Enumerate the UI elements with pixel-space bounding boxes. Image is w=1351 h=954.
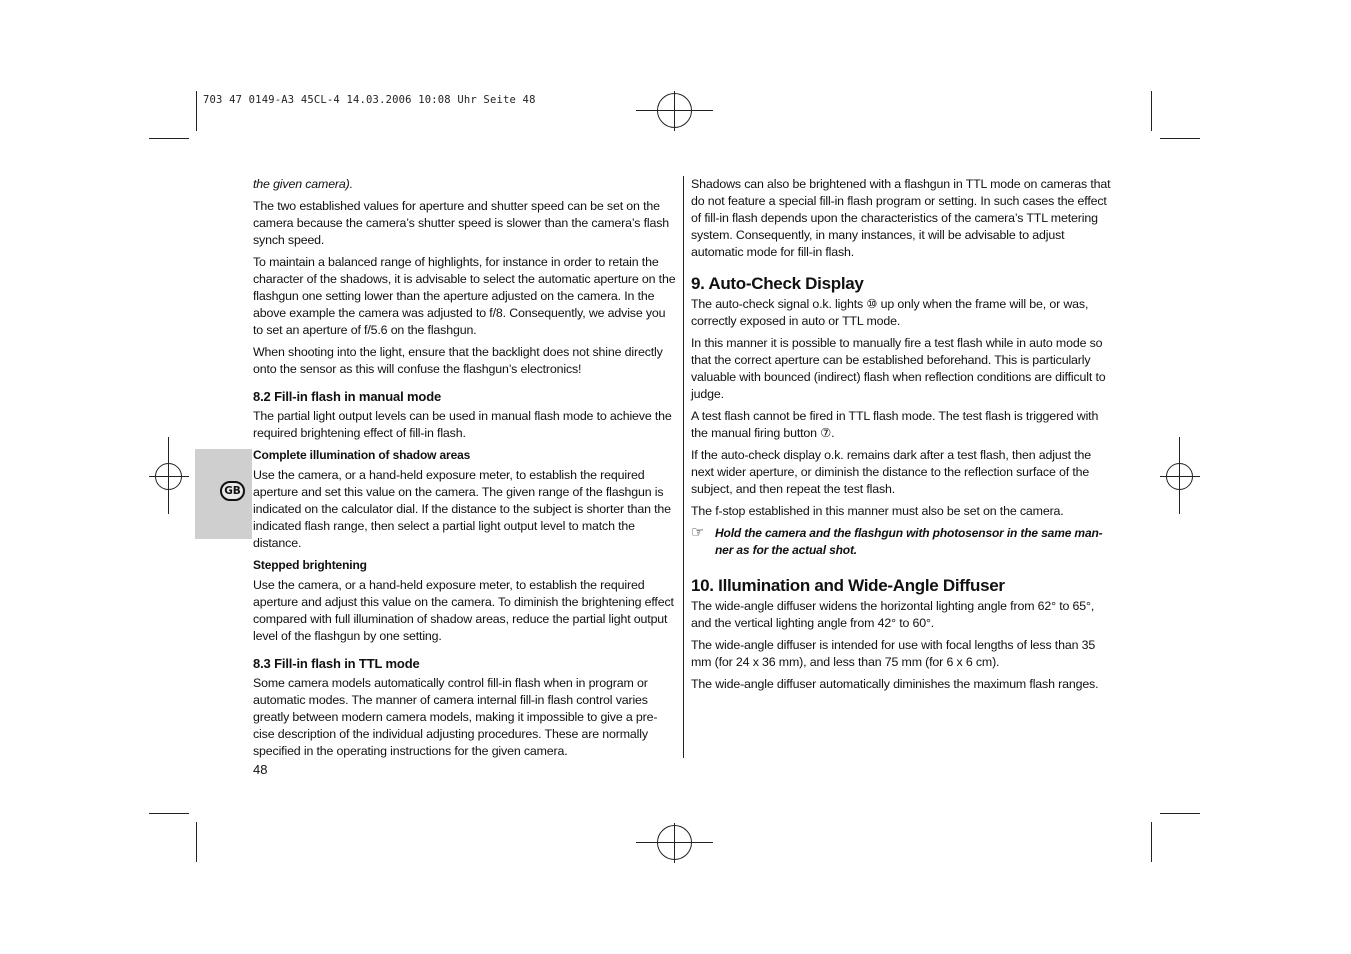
paragraph: The wide-angle diffuser automatically diminishes the maximum flash ranges. [691, 677, 1099, 691]
section-heading-8-2: 8.2 Fill-in flash in manual mode [253, 389, 442, 404]
left-column [253, 176, 677, 765]
language-badge: GB [220, 481, 245, 501]
section-heading-10: 10. Illumination and Wide-Angle Diffuser [691, 576, 1005, 595]
paragraph: The wide-angle diffuser is intended for use with focal lengths of less than 35 mm (for 24 x 36 mm), and less than 75 mm (for 6 x 6 cm). [691, 638, 1096, 669]
paragraph: If the auto-check display o.k. remains dark after a test flash, then adjust the next wider aperture, or diminish the distance to the reflection surface of the subject, and then repeat the test flash. [691, 448, 1092, 496]
paragraph: Shadows can also be brightened with a flashgun in TTL mode on cameras that do not feature a special fill-in flash program or setting. In such cases the effect of fill-in flash depends upon the characteristics of the camera’s TTL metering system. Consequently, in many instances, it will be advisable to adjust automatic mode for fill-in flash. [691, 177, 1111, 259]
paragraph: the given camera). [253, 177, 353, 191]
right-column [691, 176, 1117, 698]
paragraph: To maintain a balanced range of highlights, for instance in order to retain the character of the shadows, it is advisable to select the automatic aperture on the flashgun one setting lower than the aperture adjusted on the camera. In the above example the camera was adjusted to f/8. Consequently, we advise you to set an aperture of f/5.6 on the flashgun. [253, 255, 676, 337]
column-divider [683, 176, 684, 758]
paragraph: The f-stop established in this manner must also be set on the camera. [691, 504, 1064, 518]
subheading-complete-illumination: Complete illumination of shadow areas [253, 448, 471, 462]
paragraph: A test flash cannot be fired in TTL flash mode. The test flash is triggered with the manual firing button ⑦. [691, 409, 1099, 440]
subheading-stepped-brightening: Stepped brightening [253, 558, 367, 572]
paragraph: Use the camera, or a hand-held exposure meter, to establish the required aperture and adjust this value on the camera. To diminish the brightening effect compared with full illumination of shadow areas, reduce the partial light output level of the flashgun by one setting. [253, 578, 674, 643]
page-number: 48 [253, 762, 268, 777]
section-heading-8-3: 8.3 Fill-in flash in TTL mode [253, 656, 420, 671]
paragraph: The two established values for aperture and shutter speed can be set on the camera because the camera’s shutter speed is slower than the camera’s flash synch speed. [253, 199, 669, 247]
paragraph: The partial light output levels can be used in manual flash mode to achieve the required brightening effect of fill-in flash. [253, 409, 672, 440]
section-heading-9: 9. Auto-Check Display [691, 274, 864, 293]
paragraph: The wide-angle diffuser widens the horizontal lighting angle from 62° to 65°, and the vertical lighting angle from 42° to 60°. [691, 599, 1095, 630]
print-slug: 703 47 0149-A3 45CL-4 14.03.2006 10:08 Uhr Seite 48 [203, 94, 536, 106]
paragraph: Use the camera, or a hand-held exposure meter, to establish the required aperture and set this value on the camera. The given range of the flashgun is indicated on the calculator dial. If the distance to the subject is shorter than the indicated flash range, then select a partial light output level to match the distance. [253, 468, 671, 550]
paragraph: When shooting into the light, ensure that the backlight does not shine directly onto the sensor as this will confuse the flashgun’s electronics! [253, 345, 663, 376]
paragraph: In this manner it is possible to manually fire a test flash while in auto mode so that the correct aperture can be established beforehand. This is particularly valuable with bounced (indirect) flash when reflection conditions are difficult to judge. [691, 336, 1106, 401]
paragraph: The auto-check signal o.k. lights ⑩ up only when the frame will be, or was, correctly exposed in auto or TTL mode. [691, 297, 1089, 328]
note-text: Hold the camera and the flashgun with photosensor in the same man-ner as for the actual shot. [715, 526, 1103, 557]
note [691, 525, 1117, 559]
paragraph: Some camera models automatically control fill-in flash when in program or automatic modes. The manner of camera internal fill-in flash control varies greatly between modern camera models, making it impossible to give a pre-cise description of the individual adjusting procedures. These are normally specified in the operating instructions for the given camera. [253, 676, 658, 758]
pointing-hand-icon: ☞ [691, 524, 705, 541]
